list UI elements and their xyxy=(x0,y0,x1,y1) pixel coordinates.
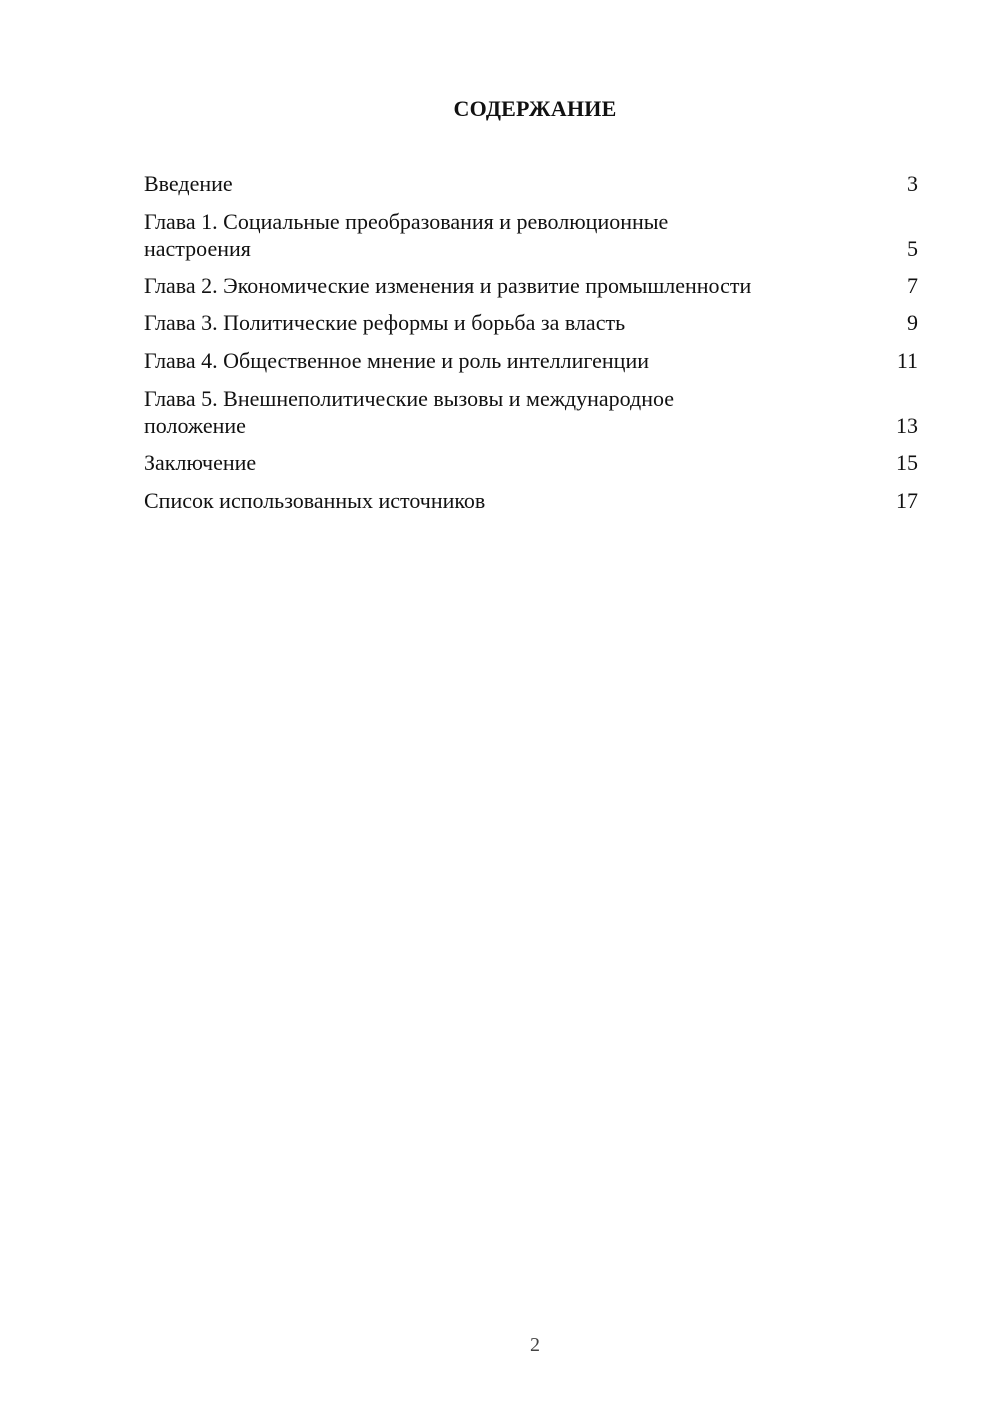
toc-entry-chapter-4[interactable] xyxy=(144,347,918,374)
toc-entry-chapter-2[interactable] xyxy=(144,272,918,299)
toc-entry-text: Глава 2. Экономические изменения и развитие промышленности xyxy=(144,273,752,298)
toc-entry-text: Глава 3. Политические реформы и борьба за власть xyxy=(144,310,626,335)
toc-entry-text: Введение xyxy=(144,171,233,196)
toc-entry-page: 17 xyxy=(896,488,918,513)
toc-heading: СОДЕРЖАНИЕ xyxy=(453,96,617,121)
toc-entry-chapter-5[interactable] xyxy=(144,385,918,439)
toc-entry-page: 15 xyxy=(896,450,918,475)
toc-entry-page: 13 xyxy=(896,413,918,438)
toc-entry-text: Список использованных источников xyxy=(144,488,486,513)
toc-entry-page: 5 xyxy=(907,236,918,261)
page-number: 2 xyxy=(530,1334,540,1356)
table-of-contents xyxy=(144,170,918,525)
toc-entry-conclusion[interactable] xyxy=(144,449,918,476)
toc-entry-text: Глава 4. Общественное мнение и роль интеллигенции xyxy=(144,348,650,373)
toc-entry-chapter-1[interactable] xyxy=(144,208,918,262)
toc-entry-sources[interactable] xyxy=(144,487,918,514)
toc-entry-text: Заключение xyxy=(144,450,257,475)
toc-entry-introduction[interactable] xyxy=(144,170,918,197)
toc-entry-page: 9 xyxy=(907,310,918,335)
toc-entry-page: 7 xyxy=(907,273,918,298)
toc-entry-text: Глава 5. Внешнеполитические вызовы и международное положение xyxy=(144,386,675,438)
toc-entry-page: 11 xyxy=(896,348,918,373)
toc-entry-chapter-3[interactable] xyxy=(144,309,918,336)
toc-entry-text: Глава 1. Социальные преобразования и революционные настроения xyxy=(144,209,669,261)
toc-entry-page: 3 xyxy=(907,171,918,196)
